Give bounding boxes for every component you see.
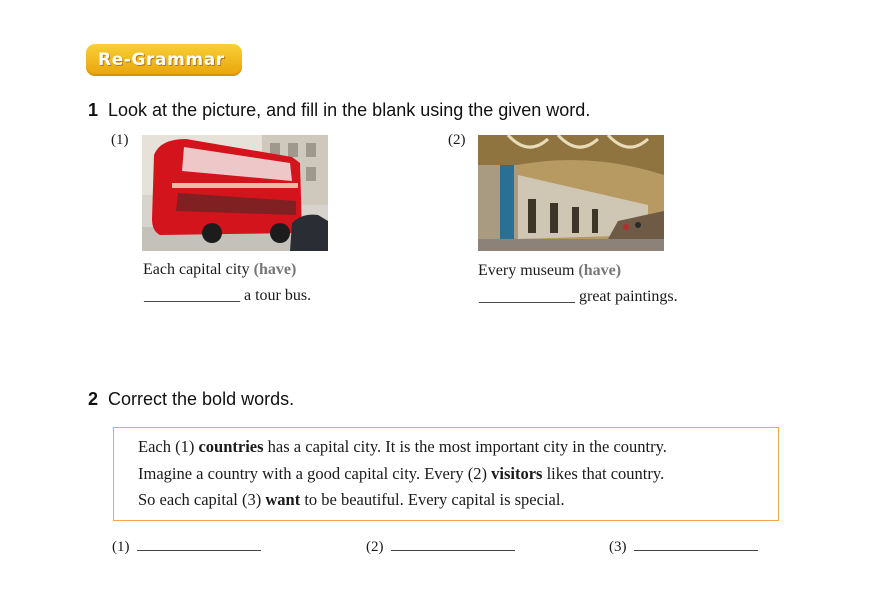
- bold-word-2: visitors: [491, 464, 543, 483]
- passage-line-3: [138, 490, 565, 510]
- passage-line-3-a: So each capital (3): [138, 490, 266, 509]
- passage-line-2-b: likes that country.: [542, 464, 665, 483]
- bold-word-1: countries: [198, 437, 264, 456]
- item-2-label: (2): [448, 132, 466, 148]
- answer-2-blank[interactable]: [391, 537, 515, 551]
- item-1-hint: (have): [253, 261, 297, 278]
- answer-1: [112, 537, 261, 556]
- answer-2: [366, 537, 515, 556]
- item-2-line2: [479, 288, 678, 306]
- answer-3-blank[interactable]: [634, 537, 758, 551]
- item-2-hint: (have): [578, 262, 622, 279]
- passage-line-1: [138, 437, 667, 457]
- badge-label: Re-Grammar: [98, 50, 225, 70]
- answer-3-label: (3): [609, 539, 627, 555]
- item-2-line1: [478, 262, 621, 280]
- item-2-text2: great paintings.: [579, 288, 678, 305]
- museum-photo: [478, 135, 664, 251]
- question-1-instruction: Look at the picture, and fill in the blank using the given word.: [108, 100, 591, 120]
- answer-1-label: (1): [112, 539, 130, 555]
- item-1-text: Each capital city: [143, 261, 250, 278]
- item-1-line2: [144, 287, 311, 305]
- item-2-blank[interactable]: ____________: [479, 288, 575, 305]
- bus-photo: [142, 135, 328, 251]
- item-2-text: Every museum: [478, 262, 575, 279]
- passage-box: [113, 427, 779, 521]
- answer-2-label: (2): [366, 539, 384, 555]
- answer-1-blank[interactable]: [137, 537, 261, 551]
- passage-line-2: [138, 464, 664, 484]
- question-2-instruction: Correct the bold words.: [108, 389, 295, 409]
- question-2-heading: [88, 389, 294, 410]
- passage-line-2-a: Imagine a country with a good capital city. Every (2): [138, 464, 492, 483]
- item-1-blank[interactable]: ____________: [144, 287, 240, 304]
- item-1-label: (1): [111, 132, 129, 148]
- question-1-heading: [88, 100, 590, 121]
- bold-word-3: want: [265, 490, 301, 509]
- question-2-number: 2: [88, 389, 99, 409]
- passage-line-3-b: to be beautiful. Every capital is special.: [300, 490, 565, 509]
- item-1-text2: a tour bus.: [244, 287, 312, 304]
- question-1-number: 1: [88, 100, 99, 120]
- item-1-line1: [143, 261, 296, 279]
- answer-3: [609, 537, 758, 556]
- passage-line-1-a: Each (1): [138, 437, 199, 456]
- passage-line-1-b: has a capital city. It is the most important city in the country.: [263, 437, 667, 456]
- re-grammar-badge: [86, 44, 242, 76]
